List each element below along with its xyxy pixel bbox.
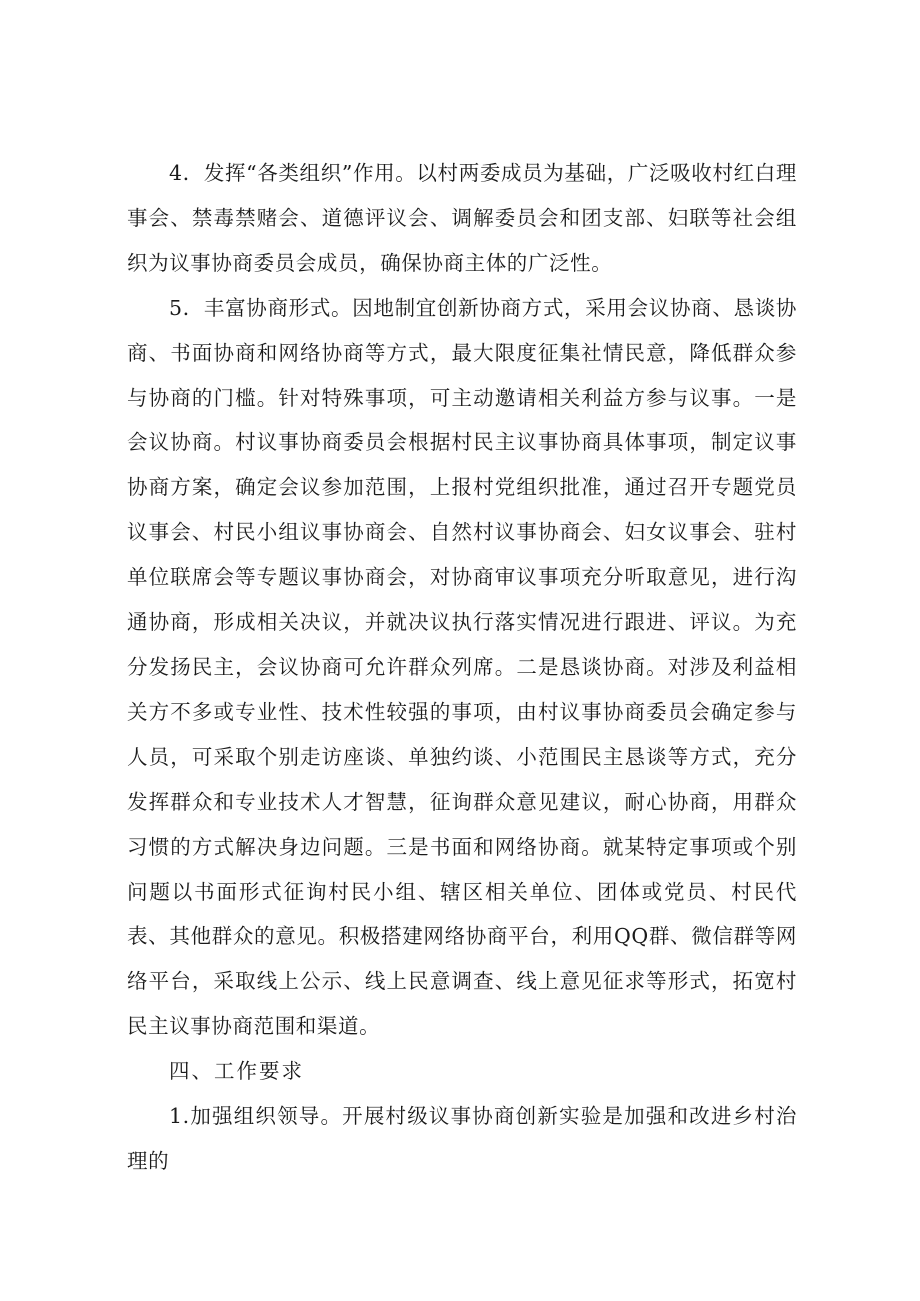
paragraph-1-leadership: 1.加强组织领导。开展村级议事协商创新实验是加强和改进乡村治理的 <box>127 1104 797 1173</box>
paragraph-4-organizations: 4．发挥“各类组织”作用。以村两委成员为基础，广泛吸收村红白理事会、禁毒禁赌会、道德评议会、调解委员会和团支部、妇联等社会组织为议事协商委员会成员，确保协商主体的广泛性。 <box>127 161 797 275</box>
paragraph-5-consultation-forms: 5．丰富协商形式。因地制宜创新协商方式，采用会议协商、恳谈协商、书面协商和网络协商等方式，最大限度征集社情民意，降低群众参与协商的门槛。针对特殊事项，可主动邀请相关利益方参与议事。一是会议协商。村议事协商委员会根据村民主议事协商具体事项，制定议事协商方案，确定会议参加范围，上报村党组织批准，通过召开专题党员议事会、村民小组议事协商会、自然村议事协商会、妇女议事会、驻村单位联席会等专题议事协商会，对协商审议事项充分听取意见，进行沟通协商，形成相关决议，并就决议执行落实情况进行跟进、评议。为充分发扬民主，会议协商可允许群众列席。二是恳谈协商。对涉及利益相关方不多或专业性、技术性较强的事项，由村议事协商委员会确定参与人员，可采取个别走访座谈、单独约谈、小范围民主恳谈等方式，充分发挥群众和专业技术人才智慧，征询群众意见建议，耐心协商，用群众习惯的方式解决身边问题。三是书面和网络协商。就某特定事项或个别问题以书面形式征询村民小组、辖区相关单位、团体或党员、村民代表、其他群众的意见。积极搭建网络协商平台，利用QQ群、微信群等网络平台，采取线上公示、线上民意调查、线上意见征求等形式，拓宽村民主议事协商范围和渠道。 <box>127 295 797 1039</box>
section-heading-work-requirements: 四、工作要求 <box>169 1059 305 1084</box>
document-body <box>127 151 797 1184</box>
